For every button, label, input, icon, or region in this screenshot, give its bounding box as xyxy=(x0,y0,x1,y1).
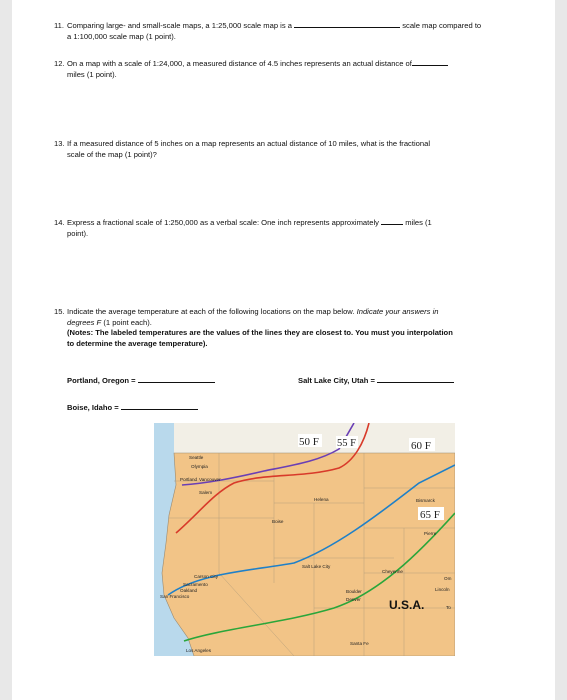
question-text-points: (1 point each). xyxy=(103,317,152,327)
city-cheyenne: Cheyenne xyxy=(382,569,403,574)
answer-blank[interactable] xyxy=(412,58,448,66)
city-boise: Boise xyxy=(272,519,284,524)
portland-label: Portland, Oregon = xyxy=(67,376,136,385)
city-bismarck: Bismarck xyxy=(416,498,435,503)
city-omaha: Om xyxy=(444,576,452,581)
boise-label: Boise, Idaho = xyxy=(67,403,119,412)
city-vancouver: Vancouver xyxy=(199,477,221,482)
city-oakland: Oakland xyxy=(180,588,198,593)
question-11 xyxy=(54,20,514,42)
question-text-italic: Indicate your answers in xyxy=(356,307,439,316)
boise-answer-blank[interactable] xyxy=(121,402,198,410)
city-topeka: To xyxy=(446,605,451,610)
city-lincoln: Lincoln xyxy=(435,587,450,592)
isotherm-label-60: 60 F xyxy=(411,440,431,452)
saltlake-label: Salt Lake City, Utah = xyxy=(298,376,375,385)
city-los-angeles: Los Angeles xyxy=(186,648,212,653)
question-number: 14. xyxy=(54,218,65,227)
question-text: Indicate the average temperature at each of the following locations on the map below. xyxy=(67,307,355,316)
city-denver: Denver xyxy=(346,597,361,602)
question-text: Express a fractional scale of 1:250,000 as a verbal scale: One inch represents approximately xyxy=(67,218,379,227)
city-sacramento: Sacramento xyxy=(183,582,208,587)
question-12 xyxy=(54,58,514,80)
question-text-end: miles (1 xyxy=(405,218,432,227)
saltlake-answer xyxy=(298,375,454,385)
question-text-italic-units: degrees F xyxy=(67,317,102,327)
question-14 xyxy=(54,217,514,239)
question-note-line2: to determine the average temperature). xyxy=(67,338,208,348)
portland-answer xyxy=(67,375,215,385)
portland-answer-blank[interactable] xyxy=(138,375,215,383)
city-pierre: Pierre xyxy=(424,531,437,536)
question-number: 12. xyxy=(54,59,65,68)
city-san-francisco: San Francisco xyxy=(160,594,190,599)
question-15 xyxy=(54,307,514,349)
city-olympia: Olympia xyxy=(191,464,208,469)
question-text-end: scale map compared to xyxy=(402,21,482,30)
answer-blank[interactable] xyxy=(294,20,400,28)
question-text-line2: point). xyxy=(67,228,89,238)
saltlake-answer-blank[interactable] xyxy=(377,375,454,383)
usa-land xyxy=(162,453,455,656)
question-number: 13. xyxy=(54,139,65,148)
question-text-line2: scale of the map (1 point)? xyxy=(67,149,157,159)
country-label: U.S.A. xyxy=(389,598,425,612)
isotherm-map xyxy=(154,423,455,656)
map-svg xyxy=(154,423,455,656)
city-helena: Helena xyxy=(314,497,329,502)
isotherm-label-65: 65 F xyxy=(420,509,440,521)
isotherm-label-55: 55 F xyxy=(337,438,356,449)
isotherm-label-50: 50 F xyxy=(299,436,319,448)
city-salem: Salem xyxy=(199,490,213,495)
worksheet-page xyxy=(12,0,555,700)
question-13 xyxy=(54,139,514,160)
question-text: On a map with a scale of 1:24,000, a measured distance of 4.5 inches represents an actual distance of xyxy=(67,59,412,68)
question-text: Comparing large- and small-scale maps, a 1:25,000 scale map is a xyxy=(67,21,292,30)
city-portland: Portland xyxy=(180,477,198,482)
question-text: If a measured distance of 5 inches on a map represents an actual distance of 10 miles, what is the fractional xyxy=(67,139,431,148)
question-text-line2: miles (1 point). xyxy=(67,69,117,79)
answer-blank[interactable] xyxy=(381,217,403,225)
city-carson-city: Carson City xyxy=(194,574,218,579)
city-seattle: Seattle xyxy=(189,455,204,460)
question-number: 11. xyxy=(54,21,64,30)
question-text-line2: a 1:100,000 scale map (1 point). xyxy=(67,31,176,41)
city-boulder: Boulder xyxy=(346,589,362,594)
city-salt-lake-city: Salt Lake City xyxy=(302,564,331,569)
city-santa-fe: Santa Fe xyxy=(350,641,369,646)
boise-answer xyxy=(67,402,198,412)
question-number: 15. xyxy=(54,307,65,316)
question-note-line1: (Notes: The labeled temperatures are the values of the lines they are closest to. You must you interpolation xyxy=(67,328,453,337)
